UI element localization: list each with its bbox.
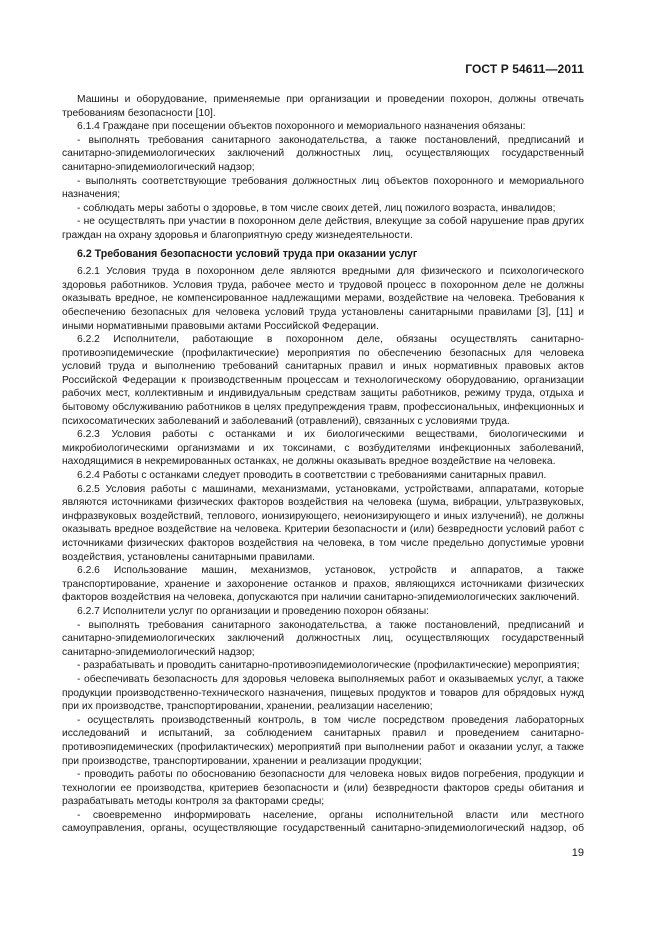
clause-6-2-4: 6.2.4 Работы с останками следует проводить в соответствии с требованиями санитарных правил. (77, 470, 547, 482)
clause-6-2-2: 6.2.2 Исполнители, работающие в похоронном деле, обязаны осуществлять санитарно-противоэпидемические (профилактические) мероприятия по обеспечению безопасных для человека условий труда и выполнению требований санитарных правил и иных нормативных правовых актов Российской Федерации к производственным процессам и технологическому оборудованию, организации рабочих мест, коллективным и индивидуальным средствам защиты работников, режиму труда, отдыха и бытовому обслуживанию работников в целях предупреждения травм, профессиональных, инфекционных и психосоматических заболеваний и заболеваний (отравлений), связанных с условиями труда. (62, 334, 584, 427)
clause-6-2-5: 6.2.5 Условия работы с машинами, механизмами, установками, устройствами, аппаратами, которые являются источниками физических факторов воздействия на человека (шума, вибрации, ультразвуковых, инфразвуковых воздействий, теплового, ионизирующего, неионизирующего и иных излучений), не должны оказывать вредное воздействие на человека. Критерии безопасности и (или) безвредности условий работ с источниками физических факторов воздействия на человека, в том числе предельно допустимые уровни воздействия, установлены санитарными правилами. (62, 483, 584, 563)
standard-code: ГОСТ Р 54611—2011 (465, 62, 584, 76)
list-item: - выполнять требования санитарного законодательства, а также постановлений, предписаний и санитарно-эпидемиологических заключений должностных лиц, осуществляющих государственный санитарно-эпидемиологический надзор; (62, 619, 584, 658)
clause-6-2-6: 6.2.6 Использование машин, механизмов, установок, устройств и аппаратов, а также транспортирование, хранение и захоронение останков и прахов, являющихся источниками физических факторов воздействия на человека, допускаются при наличии санитарно-эпидемиологических заключений. (62, 565, 584, 604)
list-item: - обеспечивать безопасность для здоровья человека выполняемых работ и оказываемых услуг, а также продукции производственно-технического назначения, пищевых продуктов и товаров для обрядовых нужд при их производстве, транспортировании, хранении, реализации населению; (62, 673, 584, 713)
list-item: - выполнять соответствующие требования должностных лиц объектов похоронного и мемориального назначения; (62, 175, 584, 201)
clause-6-2-3: 6.2.3 Условия работы с останками и их биологическими веществами, биологическими и микробиологическими организмами и их токсинами, с возбудителями инфекционных заболеваний, находящимися в некремированных останках, не должны оказывать вредное воздействие на человека. (62, 429, 584, 468)
clause-6-2-7: 6.2.7 Исполнители услуг по организации и проведению похорон обязаны: (77, 605, 429, 617)
section-heading: 6.2 Требования безопасности условий труда при оказании услуг (77, 247, 418, 260)
clause-6-1-4: 6.1.4 Граждане при посещении объектов похоронного и мемориального назначения обязаны: (77, 121, 526, 133)
list-item: - разрабатывать и проводить санитарно-противоэпидемиологические (профилактические) мероприятия; (77, 660, 580, 672)
list-item: - осуществлять производственный контроль, в том числе посредством проведения лабораторных исследований и испытаний, за соблюдением санитарных правил и проведением санитарно-противоэпидемических (профилактических) мероприятий при выполнении работ и оказании услуг, а также при производстве, транспортировании, хранении и реализации продукции; (62, 714, 584, 767)
document-body (62, 93, 584, 836)
list-item: - своевременно информировать население, органы исполнительной власти или местного самоуправления, органы, осуществляющие государственный санитарно-эпидемиологический надзор, об (62, 809, 584, 835)
list-item: - не осуществлять при участии в похоронном деле действия, влекущие за собой нарушение прав других граждан на охрану здоровья и благоприятную среду жизнедеятельности. (62, 216, 584, 241)
paragraph: Машины и оборудование, применяемые при организации и проведении похорон, должны отвечать требованиям безопасности [10]. (62, 94, 584, 119)
list-item: - проводить работы по обоснованию безопасности для человека новых видов погребения, продукции и технологии ее производства, критериев безопасности и (или) безвредности факторов среды обитания и разрабатывать методы контроля за факторами среды; (62, 769, 584, 808)
list-item: - соблюдать меры заботы о здоровье, в том числе своих детей, лиц пожилого возраста, инвалидов; (77, 202, 556, 214)
page-number: 19 (571, 847, 584, 859)
list-item: - выполнять требования санитарного законодательства, а также постановлений, предписаний и санитарно-эпидемиологических заключений должностных лиц, осуществляющих государственный санитарно-эпидемиологический надзор; (62, 134, 584, 173)
clause-6-2-1: 6.2.1 Условия труда в похоронном деле являются вредными для физического и психологического здоровья работников. Условия труда, рабочее место и трудовой процесс в похоронном деле не должны оказывать вредное, не компенсированное надлежащими мерами, воздействие на человека. Требования к обеспечению безопасных для человека условий труда установлены санитарными правилами [3], [11] и иными нормативными правовыми актами Российской Федерации. (62, 266, 584, 332)
